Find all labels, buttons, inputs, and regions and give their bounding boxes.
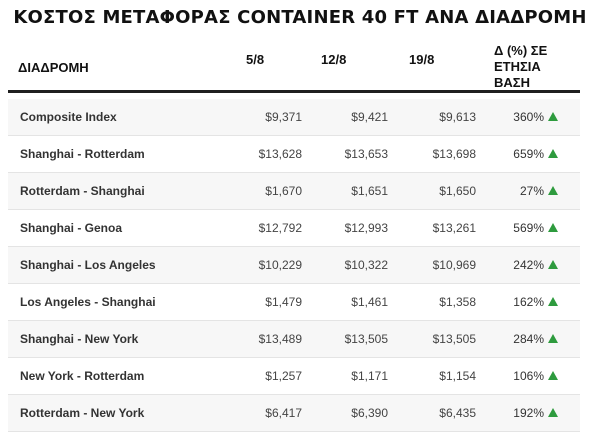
value-cell-date-1: $10,229: [258, 258, 302, 272]
value-cell-date-3: $10,969: [432, 258, 476, 272]
freight-rates-table: [8, 40, 580, 432]
value-cell-date-2: $6,390: [351, 406, 388, 420]
value-cell-date-3: $1,154: [439, 369, 476, 383]
change-cell: 106%: [513, 369, 544, 383]
change-cell: 162%: [513, 295, 544, 309]
value-cell-date-1: $1,670: [265, 184, 302, 198]
header-date-2: 12/8: [321, 52, 347, 67]
value-cell-date-2: $9,421: [351, 110, 388, 124]
value-cell-date-1: $1,479: [265, 295, 302, 309]
value-cell-date-3: $13,698: [432, 147, 476, 161]
header-route: ΔΙΑΔΡΟΜΗ: [18, 60, 89, 75]
route-cell: Composite Index: [20, 110, 117, 124]
value-cell-date-1: $9,371: [265, 110, 302, 124]
change-cell: 27%: [519, 184, 544, 198]
table-row: [8, 173, 580, 210]
change-cell: 284%: [513, 332, 544, 346]
up-triangle-icon: [546, 333, 560, 345]
value-cell-date-2: $13,653: [344, 147, 388, 161]
header-change: [488, 43, 580, 91]
header-change-line-2: ΕΤΗΣΙΑ ΒΑΣΗ: [494, 59, 541, 90]
value-cell-date-2: $1,651: [351, 184, 388, 198]
value-cell-date-3: $13,505: [432, 332, 476, 346]
route-cell: Shanghai - Los Angeles: [20, 258, 156, 272]
table-row: [8, 99, 580, 136]
header-change-line-1: Δ (%) ΣΕ: [494, 43, 548, 58]
route-cell: Rotterdam - New York: [20, 406, 145, 420]
value-cell-date-2: $1,171: [351, 369, 388, 383]
header-date-3: 19/8: [409, 52, 435, 67]
table-row: [8, 136, 580, 173]
value-cell-date-1: $1,257: [265, 369, 302, 383]
table-row: [8, 395, 580, 432]
up-triangle-icon: [546, 148, 560, 160]
value-cell-date-2: $1,461: [351, 295, 388, 309]
value-cell-date-3: $6,435: [439, 406, 476, 420]
up-triangle-icon: [546, 222, 560, 234]
table-row: [8, 210, 580, 247]
value-cell-date-3: $9,613: [439, 110, 476, 124]
value-cell-date-3: $13,261: [432, 221, 476, 235]
table-row: [8, 321, 580, 358]
table-row: [8, 247, 580, 284]
change-cell: 242%: [513, 258, 544, 272]
value-cell-date-1: $13,628: [258, 147, 302, 161]
header-date-1: 5/8: [246, 52, 265, 67]
up-triangle-icon: [546, 111, 560, 123]
value-cell-date-1: $12,792: [258, 221, 302, 235]
route-cell: Rotterdam - Shanghai: [20, 184, 145, 198]
change-cell: 192%: [513, 406, 544, 420]
table-row: [8, 358, 580, 395]
change-cell: 569%: [513, 221, 544, 235]
value-cell-date-2: $13,505: [344, 332, 388, 346]
route-cell: Los Angeles - Shanghai: [20, 295, 156, 309]
value-cell-date-2: $10,322: [344, 258, 388, 272]
route-cell: Shanghai - New York: [20, 332, 139, 346]
change-cell: 659%: [513, 147, 544, 161]
table-title: ΚΟΣΤΟΣ ΜΕΤΑΦΟΡΑΣ CONTAINER 40 FT ΑΝΑ ΔΙΑΔΡΟΜΗ: [13, 7, 587, 28]
value-cell-date-3: $1,650: [439, 184, 476, 198]
route-cell: Shanghai - Genoa: [20, 221, 123, 235]
value-cell-date-1: $6,417: [265, 406, 302, 420]
up-triangle-icon: [546, 370, 560, 382]
table-body: [8, 99, 580, 432]
route-cell: Shanghai - Rotterdam: [20, 147, 145, 161]
route-cell: New York - Rotterdam: [20, 369, 145, 383]
up-triangle-icon: [546, 259, 560, 271]
up-triangle-icon: [546, 296, 560, 308]
value-cell-date-2: $12,993: [344, 221, 388, 235]
table-row: [8, 284, 580, 321]
change-cell: 360%: [513, 110, 544, 124]
table-header: [8, 40, 580, 93]
up-triangle-icon: [546, 185, 560, 197]
up-triangle-icon: [546, 407, 560, 419]
value-cell-date-1: $13,489: [258, 332, 302, 346]
value-cell-date-3: $1,358: [439, 295, 476, 309]
